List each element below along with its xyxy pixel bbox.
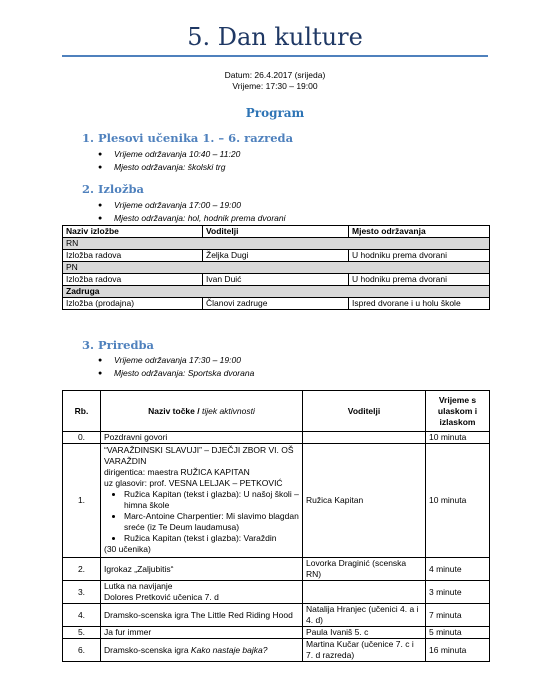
row-number: 2. — [63, 558, 101, 581]
table-row — [63, 604, 490, 627]
bullet-dot: ● — [98, 151, 103, 158]
act-leader: Martina Kučar (učenice 7. c i 7. d razreda) — [303, 639, 426, 662]
column-header: Voditelji — [303, 391, 426, 432]
section-heading-exhibition: 2. Izložba — [82, 182, 144, 196]
table-row — [63, 558, 490, 581]
bullet-item: ● Vrijeme održavanja 17:00 – 19:00 — [98, 200, 241, 210]
column-header: Rb. — [63, 391, 101, 432]
act-name: Ja fur immer — [101, 627, 303, 639]
section-heading-dances: 1. Plesovi učenika 1. – 6. razreda — [82, 131, 294, 145]
group-row — [63, 286, 490, 298]
bullet-dot: ● — [98, 357, 103, 364]
act-leader: Natalija Hranjec (učenici 4. a i 4. d) — [303, 604, 426, 627]
bullet-item: ● Vrijeme održavanja 10:40 – 11:20 — [98, 149, 241, 159]
table-cell: Izložba radova — [63, 274, 203, 286]
act-duration: 3 minute — [426, 581, 490, 604]
bullet-dot: ● — [98, 202, 103, 209]
event-time: Vrijeme: 17:30 – 19:00 — [232, 81, 318, 91]
exhibition-table — [62, 225, 490, 310]
row-number: 3. — [63, 581, 101, 604]
table-cell: Članovi zadruge — [203, 298, 349, 310]
bullet-item: ● Vrijeme održavanja 17:30 – 19:00 — [98, 355, 241, 365]
table-row — [63, 639, 490, 662]
table-row — [63, 627, 490, 639]
row-number: 6. — [63, 639, 101, 662]
document-title: 5. Dan kulture — [187, 23, 363, 51]
column-header: Naziv izložbe — [63, 226, 203, 238]
group-row — [63, 262, 490, 274]
group-label: RN — [63, 238, 490, 250]
table-row — [63, 250, 490, 262]
table-row — [63, 432, 490, 444]
table-header-row — [63, 391, 490, 432]
act-duration: 16 minuta — [426, 639, 490, 662]
row-number: 0. — [63, 432, 101, 444]
row-number: 1. — [63, 444, 101, 558]
act-name: Pozdravni govori — [101, 432, 303, 444]
bullet-dot: ● — [98, 215, 103, 222]
program-heading: Program — [245, 106, 305, 120]
title-underline — [62, 55, 488, 57]
act-name: Lutka na navijanje Dolores Pretković učenica 7. d — [101, 581, 303, 604]
act-name: Dramsko-scenska igra Kako nastaje bajka? — [101, 639, 303, 662]
group-label: PN — [63, 262, 490, 274]
act-leader — [303, 581, 426, 604]
table-row — [63, 581, 490, 604]
column-header: Mjesto održavanja — [349, 226, 490, 238]
act-leader: Paula Ivaniš 5. c — [303, 627, 426, 639]
act-duration: 10 minuta — [426, 432, 490, 444]
bullet-item: ● Mjesto održavanja: Sportska dvorana — [98, 368, 255, 378]
table-cell: U hodniku prema dvorani — [349, 250, 490, 262]
act-leader: Lovorka Draginić (scenska RN) — [303, 558, 426, 581]
song-list — [104, 489, 299, 544]
program-table — [62, 390, 490, 662]
section-heading-performance: 3. Priredba — [82, 338, 154, 352]
act-duration: 7 minuta — [426, 604, 490, 627]
column-header: Vrijeme s ulaskom i izlaskom — [426, 391, 490, 432]
table-cell: Izložba (prodajna) — [63, 298, 203, 310]
table-cell: U hodniku prema dvorani — [349, 274, 490, 286]
act-leader — [303, 432, 426, 444]
table-row — [63, 298, 490, 310]
table-row — [63, 444, 490, 558]
column-header: Voditelji — [203, 226, 349, 238]
act-name: Igrokaz „Zaljubitis“ — [101, 558, 303, 581]
act-duration: 4 minute — [426, 558, 490, 581]
bullet-dot: ● — [98, 370, 103, 377]
row-number: 5. — [63, 627, 101, 639]
table-cell: Željka Dugi — [203, 250, 349, 262]
list-item: • Ružica Kapitan (tekst i glazba): U našoj školi – himna škole — [124, 489, 299, 511]
act-duration: 10 minuta — [426, 444, 490, 558]
act-leader: Ružica Kapitan — [303, 444, 426, 558]
act-name: “VARAŽDINSKI SLAVUJI” – DJEČJI ZBOR VI. OŠ VARAŽDIN dirigentica: maestra RUŽICA KAPITAN uz glasovir: prof. VESNA LELJAK – PETKOVIĆ • Ružica Kapitan (tekst i glazba): U našoj školi – himna škole • Marc-Antoine Charpentier: Mi slavimo blagdan sreće (iz Te Deum laudamusa) • Ružica Kapitan (tekst i glazba): Varaždin (30 učenika) — [101, 444, 303, 558]
event-date: Datum: 26.4.2017 (srijeda) — [224, 70, 326, 80]
table-header-row — [63, 226, 490, 238]
list-item: • Marc-Antoine Charpentier: Mi slavimo blagdan sreće (iz Te Deum laudamusa) — [124, 511, 299, 533]
group-label: Zadruga — [63, 286, 490, 298]
group-row — [63, 238, 490, 250]
bullet-item: ● Mjesto održavanja: školski trg — [98, 162, 226, 172]
table-cell: Izložba radova — [63, 250, 203, 262]
act-name: Dramsko-scenska igra The Little Red Riding Hood — [101, 604, 303, 627]
table-row — [63, 274, 490, 286]
row-number: 4. — [63, 604, 101, 627]
column-header: Naziv točke / tijek aktivnosti — [101, 391, 303, 432]
bullet-dot: ● — [98, 164, 103, 171]
table-cell: Ivan Duić — [203, 274, 349, 286]
act-duration: 5 minuta — [426, 627, 490, 639]
bullet-item: ● Mjesto održavanja: hol, hodnik prema dvorani — [98, 213, 286, 223]
table-cell: Ispred dvorane i u holu škole — [349, 298, 490, 310]
list-item: • Ružica Kapitan (tekst i glazba): Varaždin — [124, 533, 299, 544]
